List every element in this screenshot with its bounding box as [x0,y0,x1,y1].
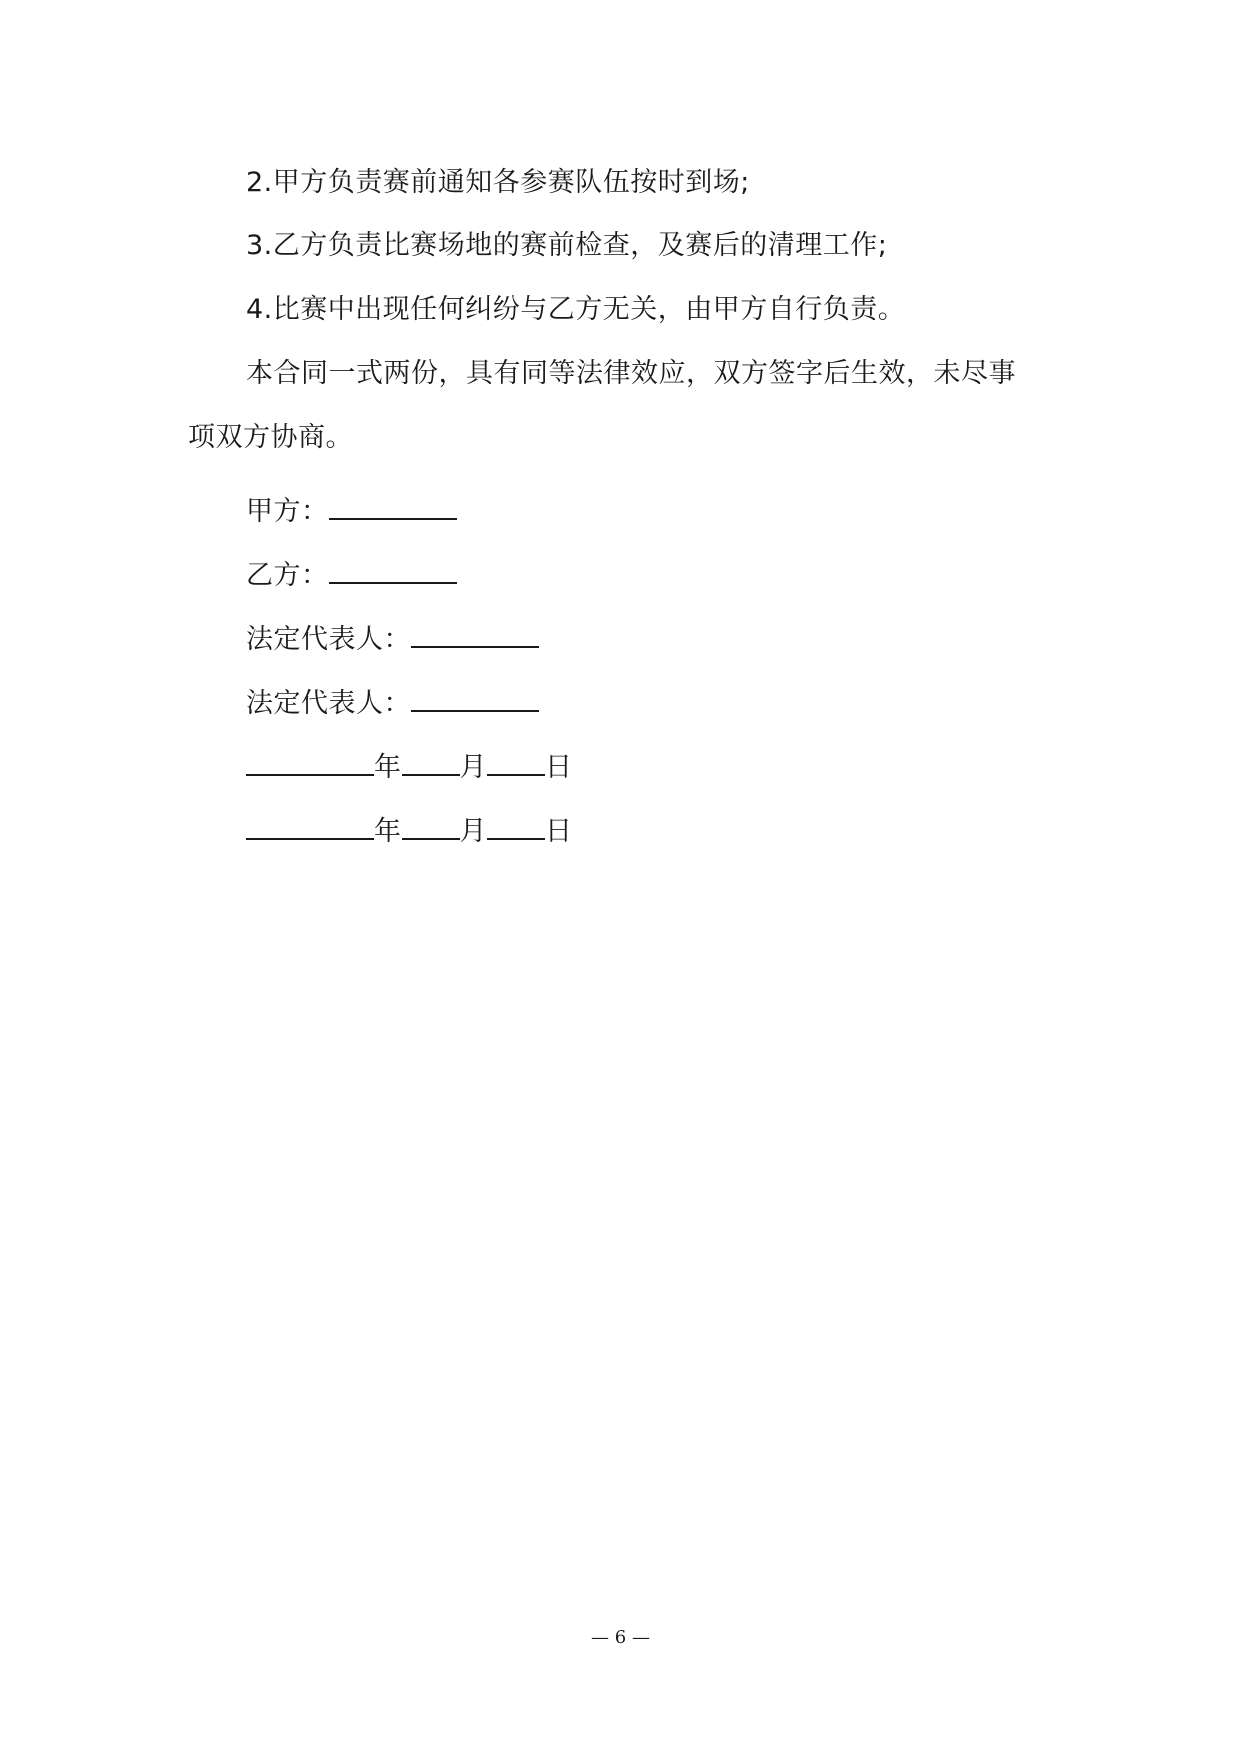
party-a-signature-line [246,494,457,530]
day-label-a: 日 [545,752,573,783]
party-a-blank [329,494,457,520]
clause-item-4: 4.比赛中出现任何纠纷与乙方无关，由甲方自行负责。 [246,294,906,325]
day-blank-a [487,750,545,776]
year-blank-b [246,814,374,840]
legal-rep-a-label: 法定代表人： [246,624,411,655]
legal-rep-b-blank [411,686,539,712]
party-b-blank [329,558,457,584]
date-line-a [246,750,573,786]
legal-rep-b-label: 法定代表人： [246,688,411,719]
party-b-signature-line [246,558,457,594]
day-label-b: 日 [545,816,573,847]
party-b-label: 乙方： [246,560,329,591]
year-label-a: 年 [374,752,402,783]
month-label-a: 月 [459,752,487,783]
legal-rep-a-blank [411,622,539,648]
page-number: — 6 — [591,1627,650,1648]
closing-paragraph-line-2: 项双方协商。 [188,422,353,453]
clause-item-2: 2.甲方负责赛前通知各参赛队伍按时到场; [246,167,750,198]
year-label-b: 年 [374,816,402,847]
month-blank-a [402,750,460,776]
month-label-b: 月 [459,816,487,847]
date-line-b [246,814,573,850]
party-a-label: 甲方： [246,496,329,527]
closing-paragraph-line-1: 本合同一式两份，具有同等法律效应，双方签字后生效，未尽事 [246,358,1016,389]
year-blank-a [246,750,374,776]
legal-rep-a-signature-line [246,622,539,658]
legal-rep-b-signature-line [246,686,539,722]
day-blank-b [487,814,545,840]
clause-item-3: 3.乙方负责比赛场地的赛前检查，及赛后的清理工作; [246,230,888,261]
month-blank-b [402,814,460,840]
